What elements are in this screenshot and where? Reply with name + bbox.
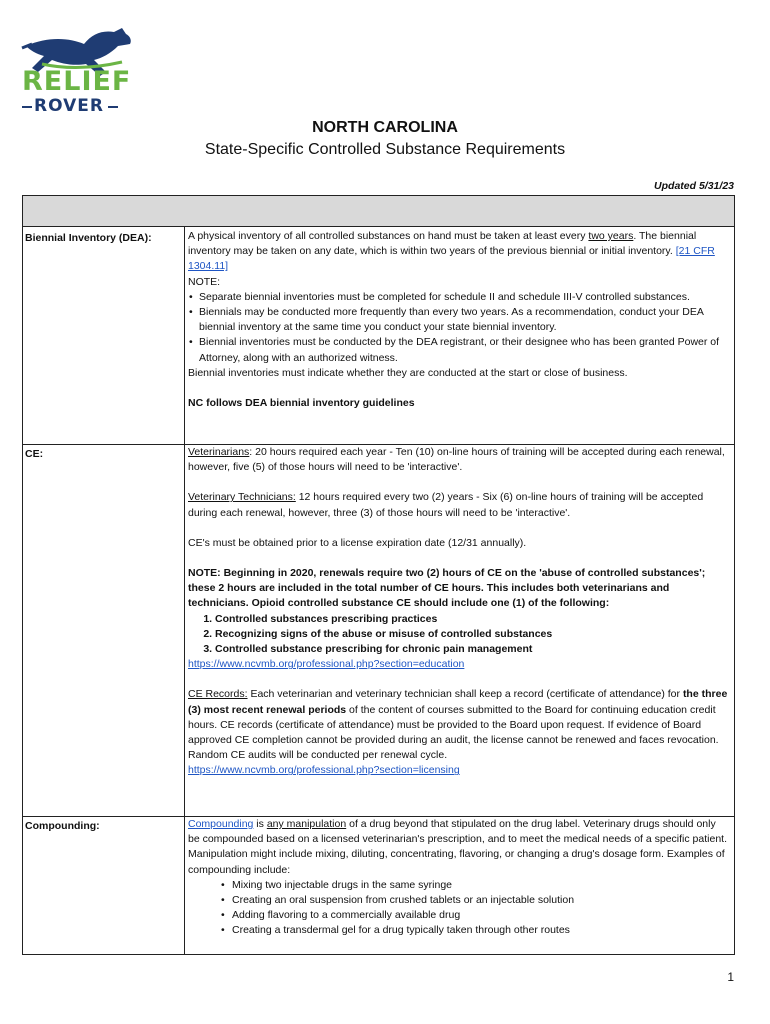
ce-numbered-list bbox=[188, 612, 730, 658]
row-label-biennial: Biennial Inventory (DEA): bbox=[25, 232, 152, 244]
compounding-examples bbox=[188, 878, 592, 939]
ce-note: NOTE: Beginning in 2020, renewals require two (2) hours of CE on the 'abuse of controlled substances'; these 2 hours are included in the total number of CE hours. This includes both veterinarians and technicians. Opioid controlled substance CE should include one (1) of the following: bbox=[188, 567, 706, 610]
biennial-intro: A physical inventory of all controlled substances on hand must be taken at least every two years. The biennial inventory may be taken on any date, which is within two years of the previous biennial or initial inventory. [21 CFR 1304.11] bbox=[188, 230, 715, 273]
compounding-definition: Compounding is any manipulation of a drug beyond that stipulated on the drug label. Veterinary drugs should only be compounded based on a licensed veterinarian's prescription, and to meet the medical needs of a specific patient. Manipulation might include mixing, diluting, concentrating, flavoring, or changing a drug's dosage form. Examples of compounding include: bbox=[188, 818, 728, 876]
biennial-note: NOTE: bbox=[188, 275, 221, 288]
ncvmb-education-link[interactable]: https://www.ncvmb.org/professional.php?section=education bbox=[188, 658, 465, 671]
list-item: • Biennial inventories must be conducted by the DEA registrant, or their designee who has been granted Power of Attorney, along with an authorized witness. bbox=[199, 335, 730, 365]
list-item: • Creating an oral suspension from crushed tablets or an injectable solution bbox=[232, 893, 592, 908]
row-content-biennial bbox=[188, 229, 730, 411]
list-item: 3. Controlled substance prescribing for chronic pain management bbox=[215, 642, 730, 657]
list-item: • Creating a transdermal gel for a drug typically taken through other routes bbox=[232, 923, 592, 938]
list-item: • Mixing two injectable drugs in the same syringe bbox=[232, 878, 592, 893]
table-border-left bbox=[22, 227, 23, 955]
requirements-table bbox=[22, 195, 735, 955]
ce-records: CE Records: Each veterinarian and veterinary technician shall keep a record (certificate of attendance) for the three (3) most recent renewal periods of the content of courses submitted to the Board for continuing education credit hours. CE records (certificate of attendance) must be provided to the Board upon request. If evidence of Board approved CE completion cannot be provided during an audit, the license cannot be renewed and faces revocation. Random CE audits will be conducted per renewal cycle. bbox=[188, 688, 728, 762]
logo-wordmark-rover: ROVER bbox=[34, 96, 104, 116]
row-content-ce bbox=[188, 445, 730, 779]
updated-date: Updated 5/31/23 bbox=[654, 180, 734, 192]
page-number: 1 bbox=[727, 970, 734, 984]
page-subtitle: State-Specific Controlled Substance Requirements bbox=[204, 141, 566, 158]
ce-veterinarians: Veterinarians: 20 hours required each year - Ten (10) on-line hours of training will be accepted during each renewal, however, five (5) of those hours will need to be 'interactive'. bbox=[188, 446, 725, 474]
biennial-follows: NC follows DEA biennial inventory guidelines bbox=[188, 397, 415, 410]
logo-rule-left bbox=[22, 106, 32, 108]
table-header-bar bbox=[22, 195, 735, 227]
compounding-link[interactable]: Compounding bbox=[188, 818, 254, 830]
ce-deadline: CE's must be obtained prior to a license expiration date (12/31 annually). bbox=[188, 536, 527, 549]
logo-rule-right bbox=[108, 106, 118, 108]
biennial-bullets bbox=[188, 290, 730, 366]
ce-technicians: Veterinary Technicians: 12 hours required every two (2) years - Six (6) on-line hours of training will be accepted during each renewal, however, three (3) of those hours will need to be 'interactive'. bbox=[188, 491, 704, 519]
table-column-divider bbox=[184, 227, 185, 955]
page-title: NORTH CAROLINA bbox=[312, 119, 458, 136]
biennial-closing: Biennial inventories must indicate whether they are conducted at the start or close of business. bbox=[188, 366, 628, 379]
logo-wordmark-relief: RELIEF bbox=[22, 66, 132, 97]
cfr-link[interactable]: [21 CFR 1304.11] bbox=[188, 245, 715, 273]
list-item: 2. Recognizing signs of the abuse or misuse of controlled substances bbox=[215, 627, 730, 642]
table-border-right bbox=[734, 227, 735, 955]
row-content-compounding bbox=[188, 817, 730, 939]
row-label-ce: CE: bbox=[25, 448, 44, 460]
list-item: • Adding flavoring to a commercially available drug bbox=[232, 908, 592, 923]
row-label-compounding: Compounding: bbox=[25, 820, 100, 832]
list-item: • Separate biennial inventories must be completed for schedule II and schedule III-V controlled substances. bbox=[199, 290, 730, 305]
table-border-bottom bbox=[22, 954, 735, 955]
ncvmb-licensing-link[interactable]: https://www.ncvmb.org/professional.php?section=licensing bbox=[188, 764, 460, 777]
list-item: 1. Controlled substances prescribing practices bbox=[215, 612, 730, 627]
list-item: • Biennials may be conducted more frequently than every two years. As a recommendation, conduct your DEA biennial inventory at the same time you conduct your state biennial inventory. bbox=[199, 305, 730, 335]
